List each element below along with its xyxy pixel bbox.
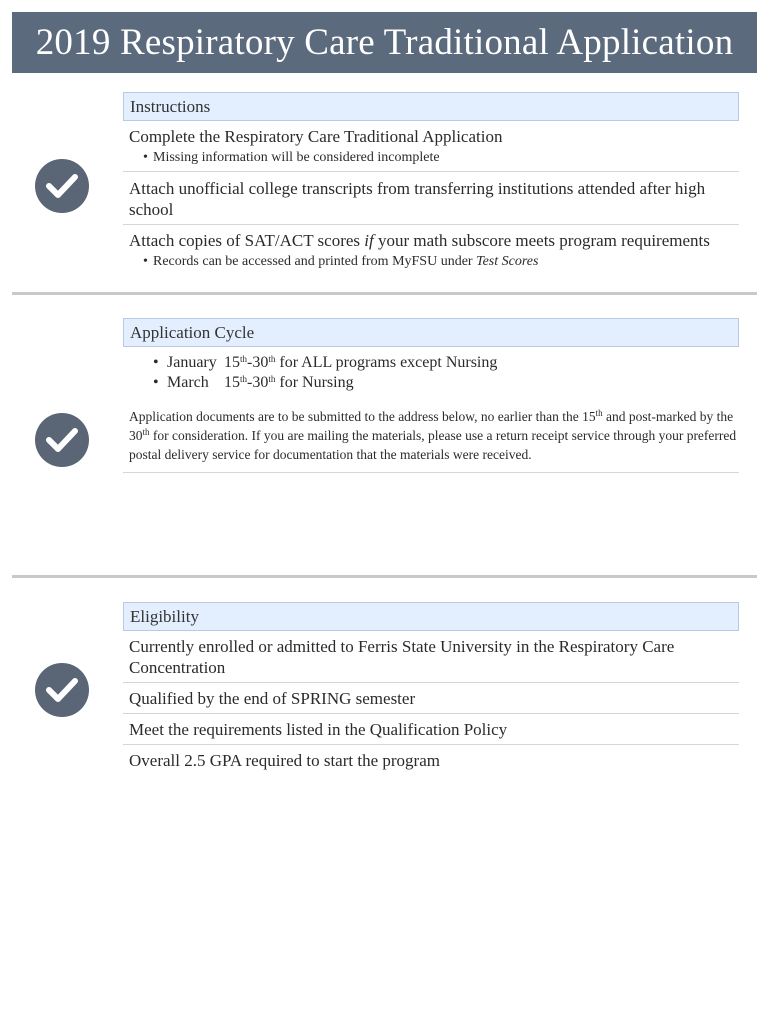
cycle-paragraph: Application documents are to be submitted to the address below, no earlier than the 15th and post-marked by the 30th for consideration. If you are mailing the materials, please use a return receipt service through your preferred postal delivery service for documentation that the materials were received.	[123, 393, 739, 473]
page-title: 2019 Respiratory Care Traditional Application	[12, 12, 757, 73]
instruction-text: Attach copies of SAT/ACT scores if your math subscore meets program requirements	[129, 231, 710, 250]
check-circle-icon	[35, 413, 89, 467]
cycle-item-march: • March 15th-30th for Nursing	[123, 373, 739, 393]
instructions-header: Instructions	[123, 92, 739, 121]
section-divider	[12, 575, 757, 578]
eligibility-item: Meet the requirements listed in the Qualification Policy	[123, 714, 739, 745]
cycle-list	[123, 347, 739, 393]
instruction-text: Complete the Respiratory Care Traditional Application	[129, 127, 503, 146]
check-circle-icon	[35, 663, 89, 717]
instructions-content	[123, 92, 739, 275]
eligibility-item: Overall 2.5 GPA required to start the program	[129, 751, 440, 770]
cycle-content	[123, 318, 739, 473]
instruction-item	[123, 121, 739, 172]
eligibility-item: Currently enrolled or admitted to Ferris State University in the Respiratory Care Concentration	[123, 631, 739, 683]
section-divider	[12, 292, 757, 295]
eligibility-item: Qualified by the end of SPRING semester	[123, 683, 739, 714]
instruction-subitem: • Records can be accessed and printed from MyFSU under Test Scores	[129, 252, 739, 271]
eligibility-header: Eligibility	[123, 602, 739, 631]
eligibility-content	[123, 602, 739, 775]
instruction-item	[123, 172, 739, 225]
instruction-subitem: • Missing information will be considered incomplete	[129, 148, 739, 167]
cycle-header: Application Cycle	[123, 318, 739, 347]
check-circle-icon	[35, 159, 89, 213]
instruction-item	[123, 225, 739, 275]
instruction-text: Attach unofficial college transcripts from transferring institutions attended after high school	[129, 179, 706, 219]
cycle-item-january: • January 15th-30th for ALL programs except Nursing	[123, 353, 739, 373]
